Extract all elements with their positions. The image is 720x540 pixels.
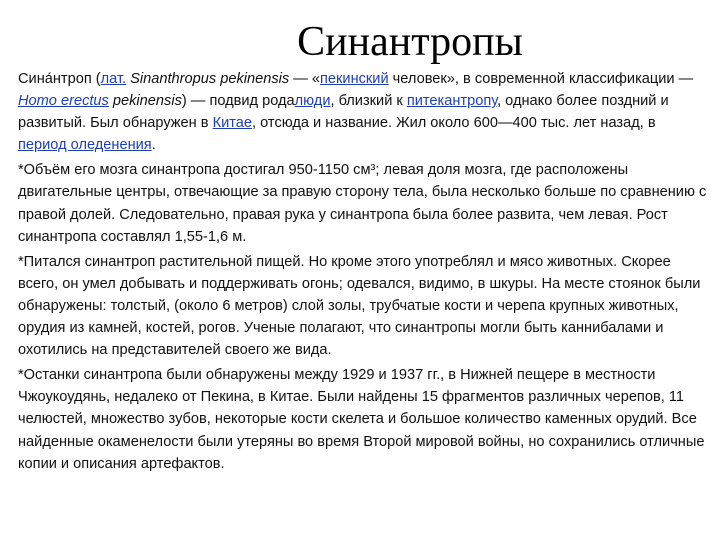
text-fragment: , отсюда и название. Жил около 600—400 тыс. лет назад, в	[252, 115, 656, 132]
link-glaciation[interactable]: период оледенения	[18, 137, 152, 154]
link-latin[interactable]: лат.	[100, 71, 127, 87]
article-body	[18, 68, 708, 478]
paragraph-remains: *Останки синантропа были обнаружены между 1929 и 1937 гг., в Нижней пещере в местности Чжоукоудянь, недалеко от Пекина, в Китае. Были найдены 15 фрагментов различных черепов, 11 челюстей, множество зубов, некоторые кости скелета и большое количество каменных орудий. Все найденные окаменелости были утеряны во время Второй мировой войны, но сохранились отличные копии и описания артефактов.	[18, 367, 705, 472]
link-homo-erectus[interactable]: Homo erectus	[18, 93, 109, 110]
text-fragment: человек», в современной классификации —	[388, 71, 694, 87]
latin-name: Sinanthropus pekinensis	[126, 71, 290, 87]
page-title: Синантропы	[297, 19, 523, 65]
text-fragment: , однако более поздний и развитый. Был обнаружен в	[18, 93, 669, 132]
link-china[interactable]: Китае	[212, 115, 253, 132]
term-sinanthrope: Сина́нтроп	[18, 71, 92, 87]
text-fragment: , близкий к	[330, 93, 407, 110]
text-fragment: .	[151, 137, 156, 154]
text-fragment: ) — подвид рода	[181, 93, 295, 110]
paragraph-diet: *Питался синантроп растительной пищей. Но кроме этого употреблял и мясо животных. Скорее всего, он умел добывать и поддерживать огонь; одевался, видимо, в шкуры. На месте стоянок были обнаружены: толстый, (около 6 метров) слой золы, трубчатые кости и черепа крупных животных, орудия из камней, костей, рогов. Ученые полагают, что синантропы могли быть каннибалами и охотились на представителей своего же вида.	[18, 253, 701, 359]
link-people[interactable]: люди	[294, 93, 331, 110]
latin-pekinensis: pekinensis	[112, 93, 182, 110]
link-pekinsky[interactable]: пекинский	[320, 71, 389, 87]
paragraph-intro	[18, 68, 708, 156]
text-fragment: — «	[289, 71, 321, 87]
link-pithecanthrope[interactable]: питекантропу	[406, 93, 498, 110]
text-fragment: (	[91, 71, 101, 87]
paragraph-brain: *Объём его мозга синантропа достигал 950-1150 см³; левая доля мозга, где расположены двигательные центры, отвечающие за правую сторону тела, была несколько больше по сравнению с правой долей. Следовательно, правая рука у синантропа была более развита, чем левая. Рост синантропа составлял 1,55-1,6 м.	[18, 162, 707, 245]
